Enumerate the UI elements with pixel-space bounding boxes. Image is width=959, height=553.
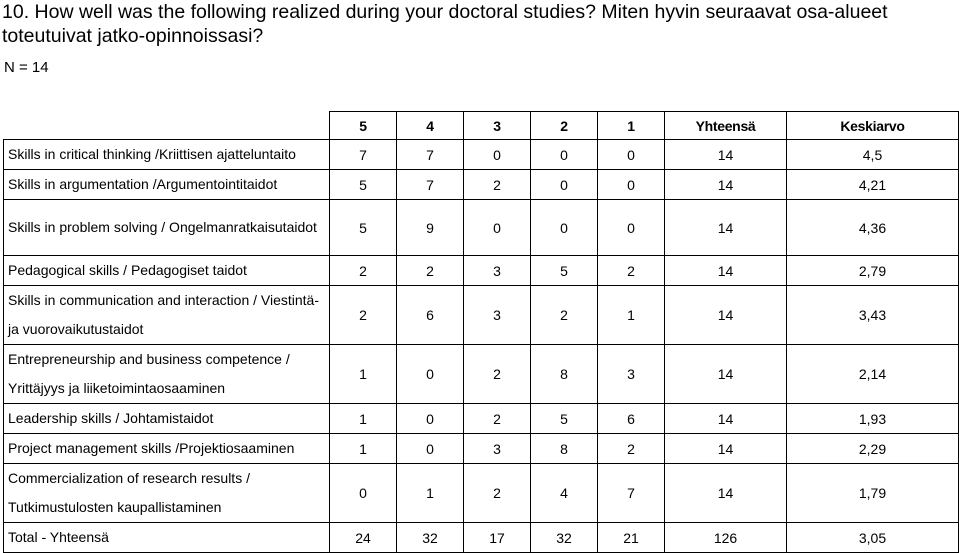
total-cell: 14 [665, 404, 787, 434]
value-cell: 8 [531, 434, 598, 464]
value-cell: 5 [330, 200, 397, 256]
value-cell: 0 [397, 345, 464, 404]
total-cell: 14 [665, 256, 787, 286]
table-header-row [4, 112, 959, 140]
average-cell: 4,5 [787, 140, 959, 170]
header-cell-total: Yhteensä [665, 112, 787, 140]
value-cell: 32 [531, 523, 598, 553]
value-cell: 0 [330, 464, 397, 523]
table-row [4, 404, 959, 434]
value-cell: 1 [598, 286, 665, 345]
value-cell: 17 [464, 523, 531, 553]
value-cell: 2 [464, 404, 531, 434]
table-row-total [4, 523, 959, 553]
value-cell: 1 [330, 434, 397, 464]
value-cell: 7 [397, 170, 464, 200]
header-cell-average: Keskiarvo [787, 112, 959, 140]
sample-size-label: N = 14 [4, 59, 49, 76]
average-cell: 1,79 [787, 464, 959, 523]
table-row [4, 286, 959, 345]
value-cell: 3 [464, 434, 531, 464]
value-cell: 0 [464, 200, 531, 256]
value-cell: 2 [598, 434, 665, 464]
row-label: Skills in argumentation /Argumentointitaidot [4, 170, 330, 200]
row-label: Skills in communication and interaction / Viestintä- ja vuorovaikutustaidot [4, 286, 330, 345]
row-label: Skills in problem solving / Ongelmanratkaisutaidot [4, 200, 330, 256]
value-cell: 1 [330, 345, 397, 404]
header-cell-4: 4 [397, 112, 464, 140]
value-cell: 0 [598, 200, 665, 256]
value-cell: 5 [330, 170, 397, 200]
average-cell: 4,21 [787, 170, 959, 200]
value-cell: 1 [330, 404, 397, 434]
value-cell: 0 [531, 200, 598, 256]
header-cell-1: 1 [598, 112, 665, 140]
average-cell: 3,43 [787, 286, 959, 345]
value-cell: 5 [531, 256, 598, 286]
row-label: Commercialization of research results / Tutkimustulosten kaupallistaminen [4, 464, 330, 523]
value-cell: 2 [464, 345, 531, 404]
value-cell: 2 [330, 286, 397, 345]
header-cell-2: 2 [531, 112, 598, 140]
row-label: Skills in critical thinking /Kriittisen ajatteluntaito [4, 140, 330, 170]
table-row [4, 345, 959, 404]
header-cell-5: 5 [330, 112, 397, 140]
value-cell: 0 [598, 170, 665, 200]
value-cell: 1 [397, 464, 464, 523]
value-cell: 9 [397, 200, 464, 256]
total-cell: 126 [665, 523, 787, 553]
table-row [4, 170, 959, 200]
average-cell: 2,14 [787, 345, 959, 404]
total-cell: 14 [665, 345, 787, 404]
average-cell: 2,79 [787, 256, 959, 286]
value-cell: 0 [598, 140, 665, 170]
total-cell: 14 [665, 200, 787, 256]
results-table [3, 111, 959, 553]
value-cell: 2 [464, 464, 531, 523]
total-cell: 14 [665, 286, 787, 345]
value-cell: 21 [598, 523, 665, 553]
value-cell: 0 [397, 404, 464, 434]
total-cell: 14 [665, 170, 787, 200]
value-cell: 7 [397, 140, 464, 170]
value-cell: 2 [531, 286, 598, 345]
total-cell: 14 [665, 140, 787, 170]
value-cell: 2 [464, 170, 531, 200]
value-cell: 3 [464, 256, 531, 286]
table-row [4, 256, 959, 286]
value-cell: 3 [598, 345, 665, 404]
table-row [4, 140, 959, 170]
value-cell: 24 [330, 523, 397, 553]
value-cell: 8 [531, 345, 598, 404]
average-cell: 4,36 [787, 200, 959, 256]
value-cell: 32 [397, 523, 464, 553]
table-row [4, 464, 959, 523]
value-cell: 0 [464, 140, 531, 170]
row-label: Pedagogical skills / Pedagogiset taidot [4, 256, 330, 286]
row-label: Total - Yhteensä [4, 523, 330, 553]
header-blank-cell [4, 112, 330, 140]
row-label: Leadership skills / Johtamistaidot [4, 404, 330, 434]
header-cell-3: 3 [464, 112, 531, 140]
value-cell: 2 [330, 256, 397, 286]
row-label: Project management skills /Projektiosaaminen [4, 434, 330, 464]
value-cell: 5 [531, 404, 598, 434]
value-cell: 7 [330, 140, 397, 170]
average-cell: 2,29 [787, 434, 959, 464]
value-cell: 0 [397, 434, 464, 464]
value-cell: 0 [531, 140, 598, 170]
question-title: 10. How well was the following realized during your doctoral studies? Miten hyvin seuraavat osa-alueet toteutuivat jatko-opinnoissasi? [2, 1, 888, 47]
table-row [4, 434, 959, 464]
average-cell: 3,05 [787, 523, 959, 553]
value-cell: 7 [598, 464, 665, 523]
row-label: Entrepreneurship and business competence / Yrittäjyys ja liiketoimintaosaaminen [4, 345, 330, 404]
average-cell: 1,93 [787, 404, 959, 434]
value-cell: 0 [531, 170, 598, 200]
value-cell: 6 [598, 404, 665, 434]
value-cell: 3 [464, 286, 531, 345]
total-cell: 14 [665, 464, 787, 523]
value-cell: 2 [598, 256, 665, 286]
table-row [4, 200, 959, 256]
value-cell: 2 [397, 256, 464, 286]
total-cell: 14 [665, 434, 787, 464]
value-cell: 6 [397, 286, 464, 345]
value-cell: 4 [531, 464, 598, 523]
